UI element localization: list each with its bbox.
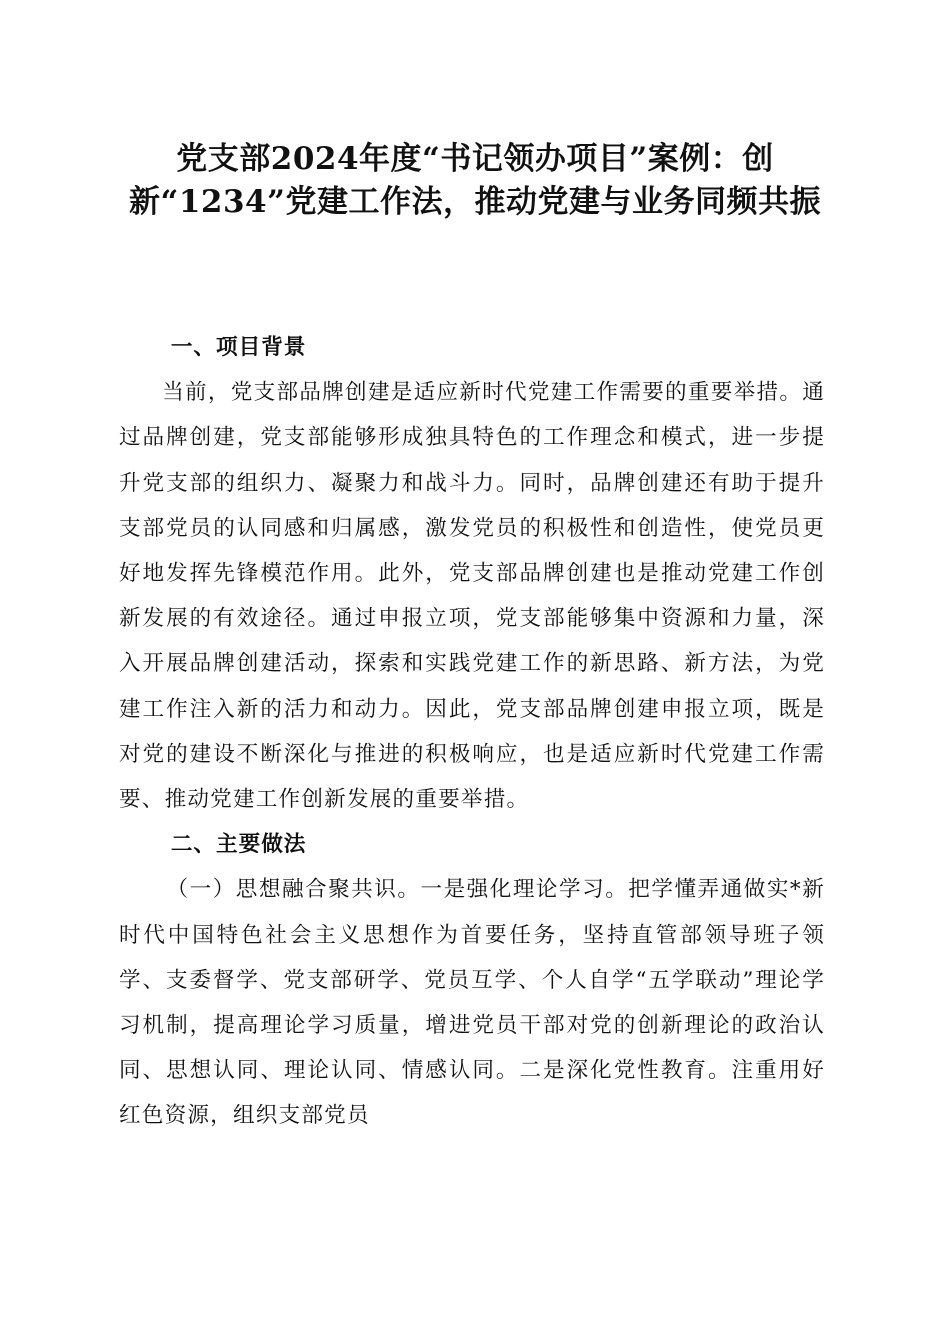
section-heading-background: 一、项目背景 <box>170 335 307 360</box>
paragraph-practices: （一）思想融合聚共识。一是强化理论学习。把学懂弄通做实*新时代中国特色社会主义思想作为首要任务，坚持直管部领导班子领学、支委督学、党支部研学、党员互学、个人自学“五学联动”理论学习机制，提高理论学习质量，增进党员干部对党的创新理论的政治认同、思想认同、理论认同、情感认同。二是深化党性教育。注重用好红色资源，组织支部党员 <box>119 877 825 1129</box>
section-heading-practices: 二、主要做法 <box>170 832 307 858</box>
paragraph-background: 当前，党支部品牌创建是适应新时代党建工作需要的重要举措。通过品牌创建，党支部能够形成独具特色的工作理念和模式，进一步提升党支部的组织力、凝聚力和战斗力。同时，品牌创建还有助于提升支部党员的认同感和归属感，激发党员的积极性和创造性，使党员更好地发挥先锋模范作用。此外，党支部品牌创建也是推动党建工作创新发展的有效途径。通过申报立项，党支部能够集中资源和力量，深入开展品牌创建活动，探索和实践党建工作的新思路、新方法，为党建工作注入新的活力和动力。因此，党支部品牌创建申报立项，既是对党的建设不断深化与推进的积极响应，也是适应新时代党建工作需要、推动党建工作创新发展的重要举措。 <box>119 380 825 813</box>
document-body <box>119 325 825 1139</box>
document-title: 党支部2024年度“书记领办项目”案例：创新“1234”党建工作法，推动党建与业务同频共振 <box>129 141 821 220</box>
